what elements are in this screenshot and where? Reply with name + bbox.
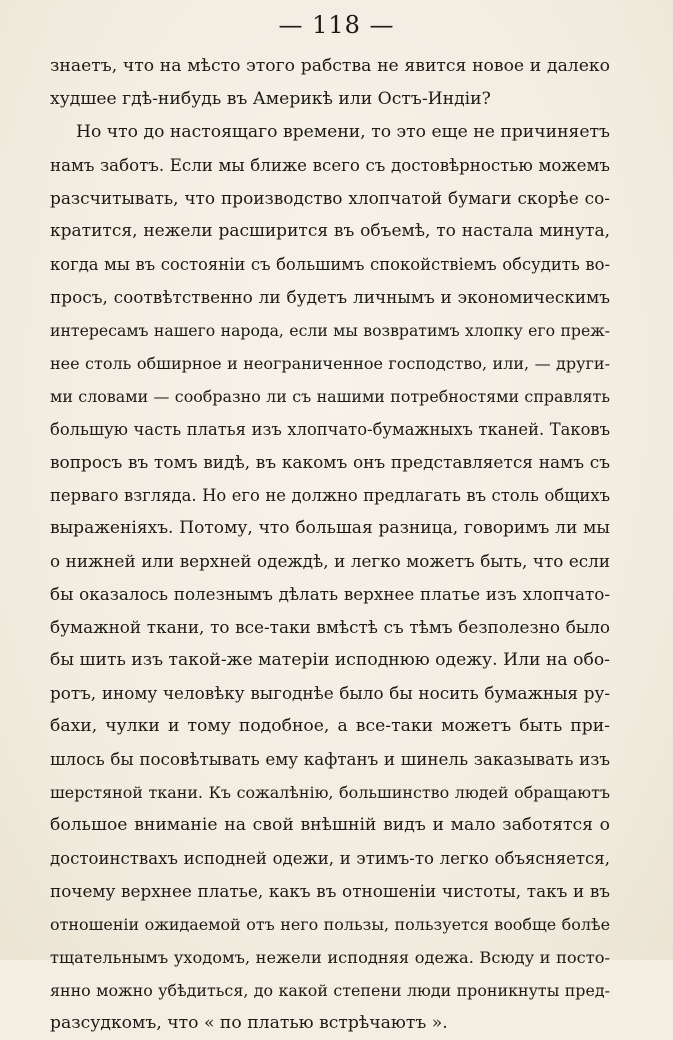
text-line: нее столь обширное и неограниченное господство, или, — други- bbox=[50, 354, 610, 373]
text-line: бахи, чулки и тому подобное, а все-таки можетъ быть при- bbox=[50, 716, 610, 736]
text-line: бы шить изъ такой-же матеріи исподнюю одежу. Или на обо- bbox=[50, 650, 610, 670]
text-line: худшее гдѣ-нибудь въ Америкѣ или Остъ-Индіи? bbox=[50, 89, 491, 109]
text-line: янно можно убѣдиться, до какой степени люди проникнуты пред- bbox=[50, 981, 610, 1000]
text-line: о нижней или верхней одеждѣ, и легко можетъ быть, что если bbox=[50, 551, 610, 571]
text-line: большое вниманіе на свой внѣшній видъ и мало заботятся о bbox=[50, 815, 610, 835]
text-line: отношеніи ожидаемой отъ него пользы, пользуется вообще болѣе bbox=[50, 915, 610, 934]
page-number: — 118 — bbox=[278, 11, 395, 39]
text-line: почему верхнее платье, какъ въ отношеніи чистоты, такъ и въ bbox=[50, 881, 610, 901]
text-line: когда мы въ состояніи съ большимъ спокойствіемъ обсудить во- bbox=[50, 255, 610, 274]
text-line: перваго взгляда. Но его не должно предлагать въ столь общихъ bbox=[50, 486, 610, 505]
text-line: выраженіяхъ. Потому, что большая разница, говоримъ ли мы bbox=[50, 518, 610, 538]
text-line: разсчитывать, что производство хлопчатой бумаги скорѣе со- bbox=[50, 188, 610, 208]
text-line: бы оказалось полезнымъ дѣлать верхнее платье изъ хлопчато- bbox=[50, 584, 610, 604]
text-line: интересамъ нашего народа, если мы возвратимъ хлопку его преж- bbox=[50, 321, 610, 340]
text-line: бумажной ткани, то все-таки вмѣстѣ съ тѣмъ безполезно было bbox=[50, 617, 610, 637]
text-line: тщательнымъ уходомъ, нежели исподняя одежа. Всюду и посто- bbox=[50, 948, 610, 967]
text-line: достоинствахъ исподней одежи, и этимъ-то легко объясняется, bbox=[50, 849, 610, 868]
text-line: шлось бы посовѣтывать ему кафтанъ и шинель заказывать изъ bbox=[50, 749, 610, 769]
text-line: шерстяной ткани. Къ сожалѣнію, большинство людей обращаютъ bbox=[50, 783, 610, 802]
text-line: Но что до настоящаго времени, то это еще не причиняетъ bbox=[76, 122, 610, 142]
text-line: просъ, соотвѣтственно ли будетъ личнымъ и экономическимъ bbox=[50, 287, 610, 307]
text-line: намъ заботъ. Если мы ближе всего съ достовѣрностью можемъ bbox=[50, 156, 610, 175]
text-line: ми словами — сообразно ли съ нашими потребностями справлять bbox=[50, 387, 610, 406]
page-body-text bbox=[50, 50, 610, 1040]
text-line: разсудкомъ, что « по платью встрѣчаютъ ». bbox=[50, 1013, 448, 1033]
text-line: большую часть платья изъ хлопчато-бумажныхъ тканей. Таковъ bbox=[50, 420, 610, 439]
text-line: кратится, нежели расширится въ объемѣ, то настала минута, bbox=[50, 221, 610, 241]
text-line: ротъ, иному человѣку выгоднѣе было бы носить бумажныя ру- bbox=[50, 683, 610, 703]
text-line: знаетъ, что на мѣсто этого рабства не явится новое и далеко bbox=[50, 56, 610, 76]
text-line: вопросъ въ томъ видѣ, въ какомъ онъ представляется намъ съ bbox=[50, 452, 610, 472]
